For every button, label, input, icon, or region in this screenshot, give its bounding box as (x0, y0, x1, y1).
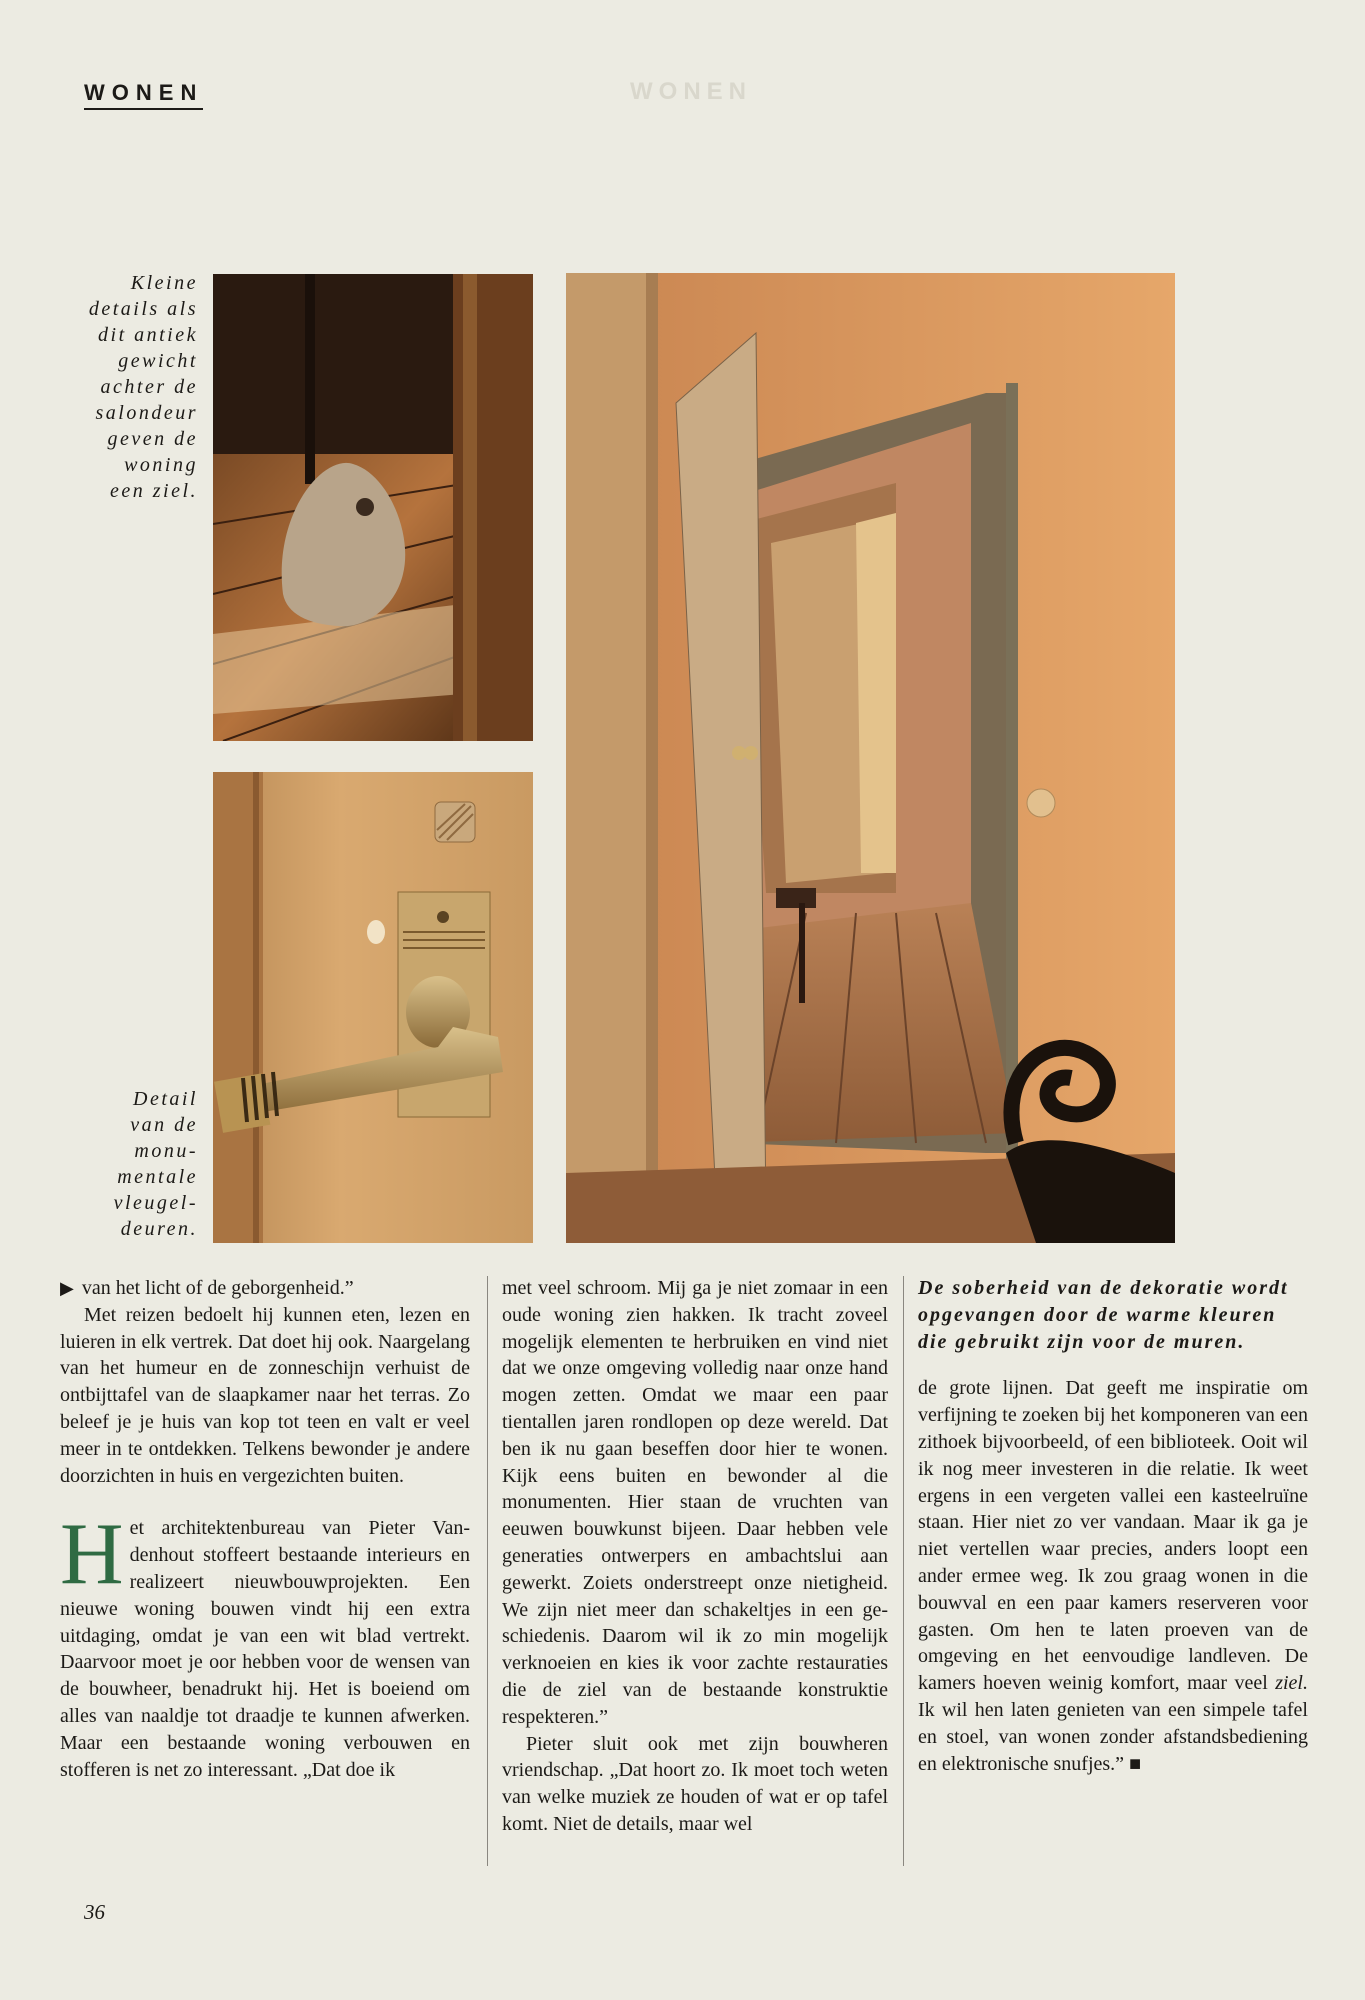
column-divider-2 (903, 1276, 904, 1866)
pull-quote: De soberheid van de dekoratie wordt opgevangen door de warme kleuren die gebruikt zijn voor de muren. (918, 1277, 1289, 1353)
section-label: WONEN (84, 80, 203, 110)
text-column-1 (60, 1275, 470, 1783)
show-through-label: WONEN (630, 78, 752, 105)
page-number: 36 (84, 1900, 105, 1924)
caption-weight: Kleine details als dit antiek gewicht achter de salondeur geven de woning een ziel. (88, 272, 198, 502)
photo-antique-weight (213, 274, 533, 741)
column-divider-1 (487, 1276, 488, 1866)
text-column-3 (918, 1275, 1308, 1777)
col1-paragraph-3: Het architektenbureau van Pieter Vandenhout stoffeert bestaande interieurs en realizeert nieuwbouwprojekten. Een nieuwe woning bouwen vindt hij een extra uitdaging, omdat je van een wit blad vertrekt. Daarvoor moet je oor hebben voor de wensen van de bouwheer, benadrukt hij. Het is boeiend om alles van naaldje tot draadje te kunnen afwerken. Maar een bestaande woning verbouwen en stofferen is net zo interessant. „Dat doe ik (60, 1506, 470, 1781)
continuation-arrow-icon: ▶ (60, 1278, 74, 1298)
col2-paragraph-2: Pieter sluit ook met zijn bouwheren vriendschap. „Dat hoort zo. Ik moet toch weten van welke muziek ze houden of wat er op tafel komt. Niet de details, maar wel (502, 1732, 888, 1835)
col2-paragraph-1: met veel schroom. Mij ga je niet zomaar in een oude woning zien hakken. Ik tracht zoveel mogelijk elementen te herbruiken en vind niet dat we onze omgeving volledig naar onze hand mogen zetten. Omdat we maar een paar tientallen jaren rondlopen op deze wereld. Dat ben ik nu gaan beseffen door hier te wonen. Kijk eens buiten en bewonder al die monumenten. Hier staan de vruchten van eeuwen bouwkunst bijeen. Daar hebben vele generaties ontwerpers en ambachtslui aan gewerkt. Zoiets onderstreept onze nietigheid. We zijn niet meer dan schakeltjes in een geschiedenis. Daarom wil ik zo min mogelijk verknoeien en kies ik voor zachte restauraties die de ziel van de bestaande konstruktie respekteren.” (502, 1277, 888, 1728)
photo-door-handle (213, 772, 533, 1243)
drop-cap: H (60, 1506, 124, 1604)
col1-paragraph-1: ▶ van het licht of de geborgenheid.” (60, 1277, 354, 1299)
photo-doorway (566, 273, 1175, 1243)
text-column-2 (502, 1275, 888, 1838)
col1-paragraph-2: Met reizen bedoelt hij kunnen eten, lezen en luieren in elk vertrek. Dat doet hij ook. Naargelang van het humeur en de zonneschijn verhuist de ontbijttafel van de slaapkamer naar het terras. Zo beleef je je huis van kop tot teen en valt er veel meer in te ontdekken. Telkens bewonder je andere doorzichten in huis en vergezichten buiten. (60, 1303, 470, 1487)
caption-handle: Detail van de monu- mentale vleugel- deuren. (113, 1088, 198, 1240)
col3-paragraph-1: de grote lijnen. Dat geeft me inspiratie om verfijning te zoeken bij het komponeren van een zithoek bijvoorbeeld, of een biblioteek. Ooit wil ik nog meer investeren in die relatie. Ik weet ergens in een vergeten vallei een kasteelruïne staan. Hier niet zo ver vandaan. Maar ik ga je niet vertellen waar precies, anders loopt een ander ermee weg. Ik zou graag wonen in die bouwval en een paar kamers reserveren voor gasten. Om hen te laten proeven van de omgeving en het eenvoudige landleven. De kamers hoeven weinig komfort, maar veel ziel. Ik wil hen laten genieten van een simpele tafel en stoel, van wonen zonder afstandsbediening en elektronische snufjes.” ■ (918, 1377, 1308, 1775)
